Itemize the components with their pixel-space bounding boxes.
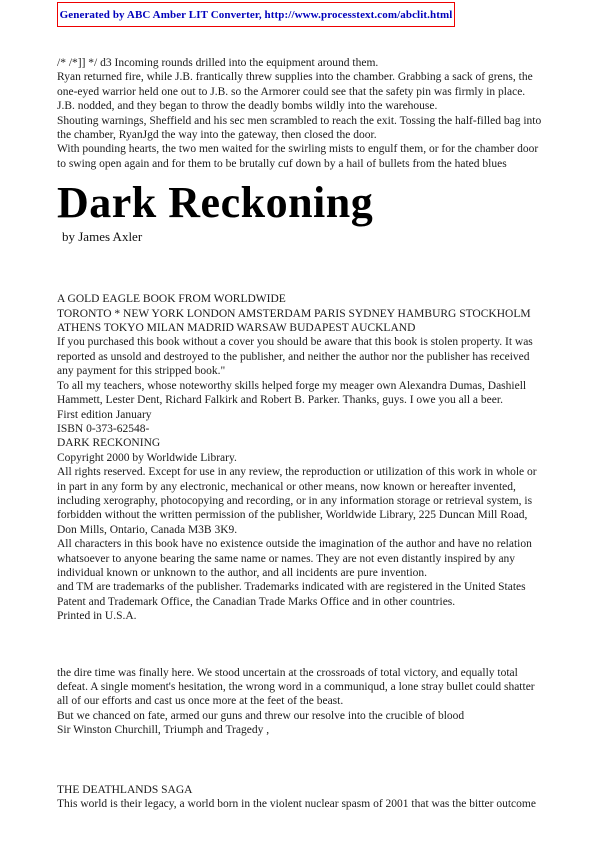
paragraph: All rights reserved. Except for use in any review, the reproduction or utilization of this work in whole or in part in any form by any electronic, mechanical or other means, now known or hereafter invented, including xerography, photocopying and recording, or in any information storage or retrieval system, is forbidden without the written permission of the publisher, Worldwide Library, 225 Duncan Mill Road, Don Mills, Ontario, Canada M3B 3K9. xyxy=(57,466,537,536)
saga-section xyxy=(57,783,545,812)
paragraph: All characters in this book have no existence outside the imagination of the author and have no relation whatsoever to anyone bearing the same name or names. They are not even distantly inspired by any individual known or unknown to the author, and all incidents are pure invention. xyxy=(57,538,532,579)
paragraph: This world is their legacy, a world born in the violent nuclear spasm of 2001 that was the bitter outcome xyxy=(57,798,536,811)
converter-header-link[interactable]: Generated by ABC Amber LIT Converter, http://www.processtext.com/abclit.html xyxy=(59,9,453,21)
front-matter-section xyxy=(57,292,545,623)
paragraph: With pounding hearts, the two men waited for the swirling mists to engulf them, or for the chamber door to swing open again and for them to be brutally cuf down by a hail of bullets from the hated blues xyxy=(57,143,539,170)
text-column xyxy=(57,0,545,811)
book-title: Dark Reckoning xyxy=(57,178,374,228)
paragraph: A GOLD EAGLE BOOK FROM WORLDWIDE xyxy=(57,293,286,306)
paragraph: and TM are trademarks of the publisher. Trademarks indicated with are registered in the United States Patent and Trademark Office, the Canadian Trade Marks Office and in other countries. xyxy=(57,581,526,608)
paragraph: Printed in U.S.A. xyxy=(57,610,137,623)
paragraph: First edition January xyxy=(57,408,152,421)
paragraph: /* /*]] */ d3 Incoming rounds drilled into the equipment around them. xyxy=(57,57,379,69)
paragraph: J.B. nodded, and they began to throw the deadly bombs wildly into the warehouse. xyxy=(57,100,438,113)
paragraph: the dire time was finally here. We stood uncertain at the crossroads of total victory, and equally total defeat. A single moment's hesitation, the wrong word in a communiqud, a lone stray bullet could shatter all of our efforts and cast us once more at the feet of the beast. xyxy=(57,666,535,708)
paragraph: Shouting warnings, Sheffield and his sec men scrambled to reach the exit. Tossing the half-filled bag into the chamber, RyanJgd the way into the gateway, then closed the door. xyxy=(57,114,542,142)
title-section xyxy=(57,180,545,245)
paragraph: Ryan returned fire, while J.B. frantically threw supplies into the chamber. Grabbing a sack of grens, the one-eyed warrior held one out to J.B. so the Armorer could see that the safety pin was firmly in place. xyxy=(57,71,533,98)
paragraph: If you purchased this book without a cover you should be aware that this book is stolen property. It was reported as unsold and destroyed to the publisher, and neither the author nor the publisher has received any payment for this stripped book." xyxy=(57,336,533,378)
paragraph: THE DEATHLANDS SAGA xyxy=(57,783,193,796)
paragraph: TORONTO * NEW YORK LONDON AMSTERDAM PARIS SYDNEY HAMBURG STOCKHOLM ATHENS TOKYO MILAN MADRID WARSAW BUDAPEST AUCKLAND xyxy=(57,307,531,335)
paragraph: But we chanced on fate, armed our guns and threw our resolve into the crucible of blood xyxy=(57,709,465,722)
byline: by James Axler xyxy=(62,229,143,245)
paragraph: ISBN 0-373-62548- xyxy=(57,422,150,435)
epigraph-section xyxy=(57,666,545,738)
converter-header-box xyxy=(57,2,455,27)
paragraph: DARK RECKONING xyxy=(57,437,161,450)
paragraph: To all my teachers, whose noteworthy skills helped forge my meager own Alexandra Dumas, Dashiell Hammett, Lester Dent, Richard Falkirk and Robert B. Parker. Thanks, guys. I owe you all a beer. xyxy=(57,379,527,407)
paragraph: Sir Winston Churchill, Triumph and Tragedy , xyxy=(57,724,270,737)
intro-section xyxy=(57,56,545,171)
paragraph: Copyright 2000 by Worldwide Library. xyxy=(57,451,237,464)
